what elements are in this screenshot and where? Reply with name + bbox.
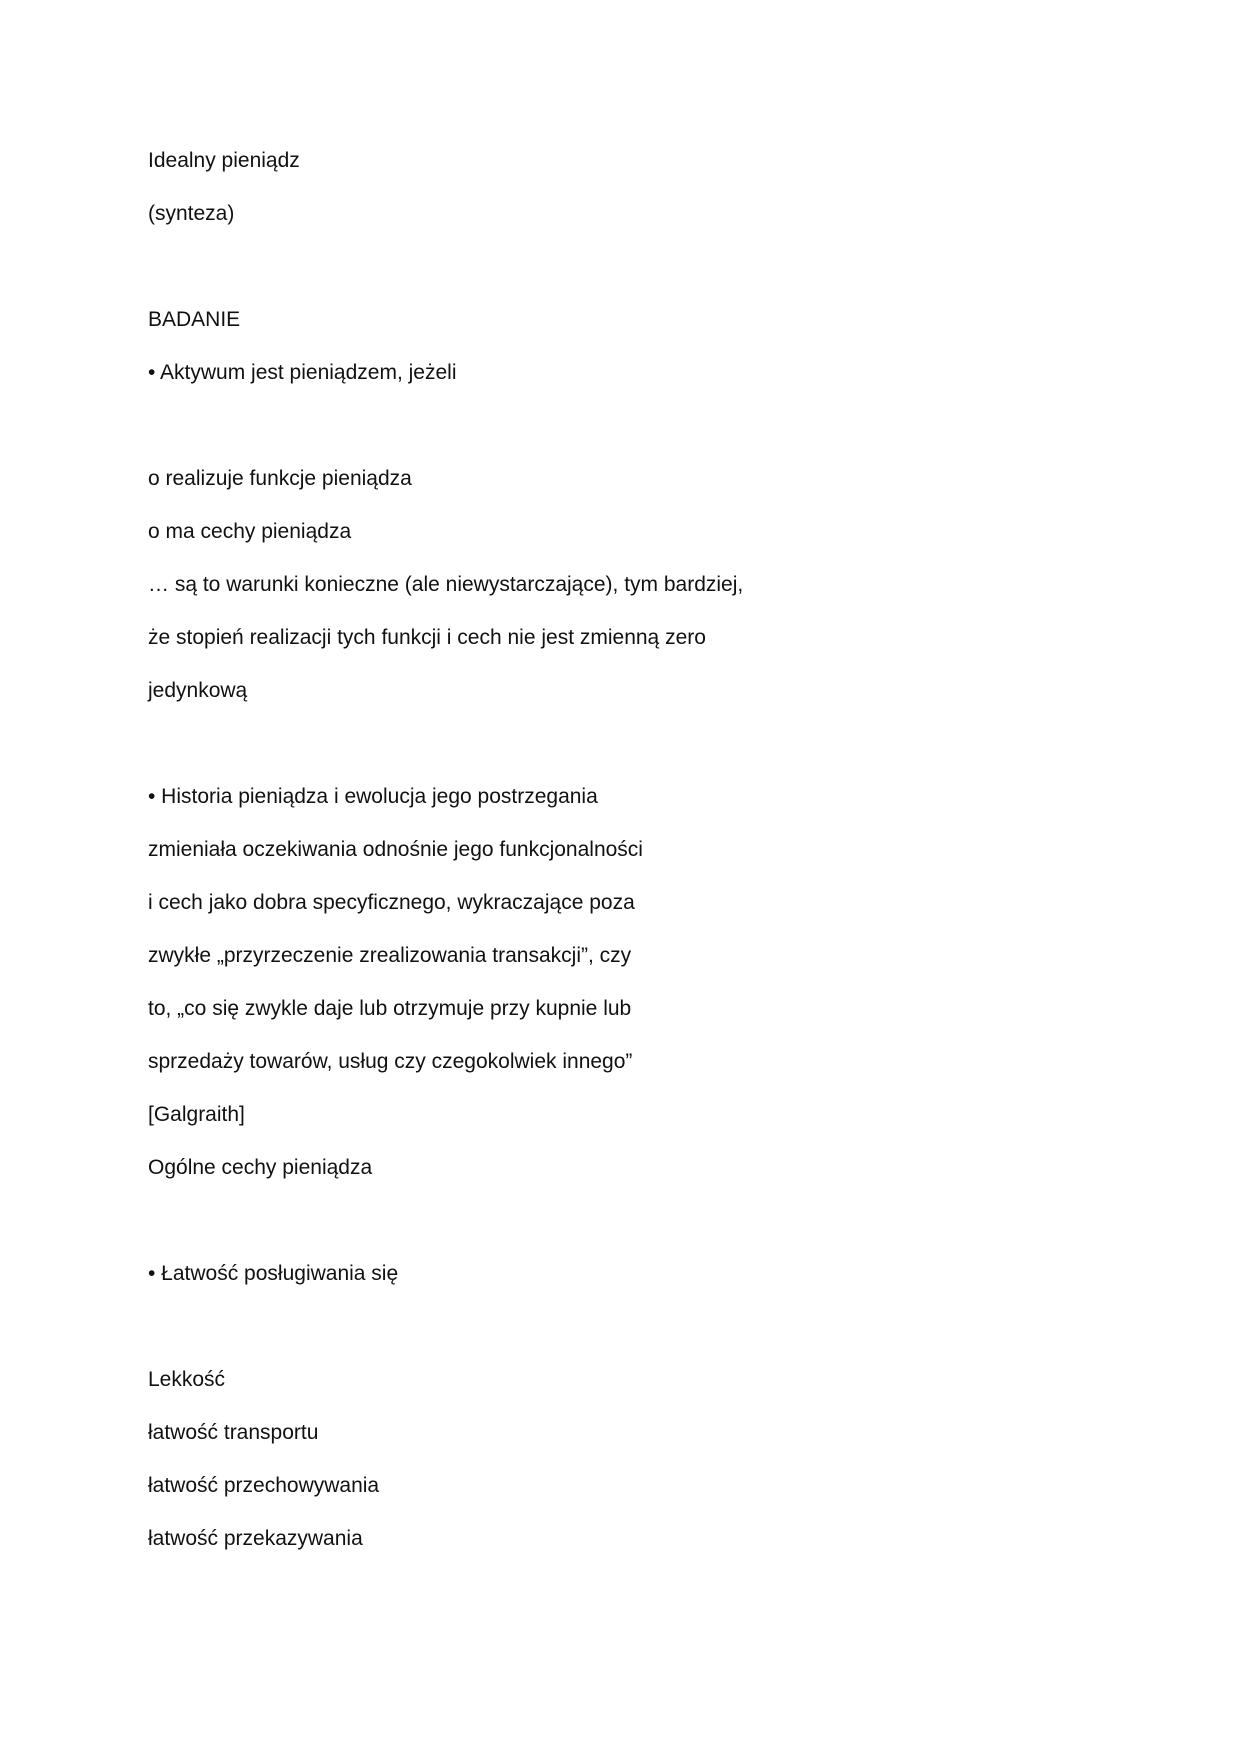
features-heading: Ogólne cechy pieniądza xyxy=(148,1156,373,1179)
sub-list-item: o realizuje funkcje pieniądza xyxy=(148,467,412,490)
paragraph-line: zwykłe „przyrzeczenie zrealizowania transakcji”, czy xyxy=(148,944,632,967)
paragraph-line: zmieniała oczekiwania odnośnie jego funkcjonalności xyxy=(148,838,643,861)
feature-item: Lekkość xyxy=(148,1368,226,1391)
paragraph-line: i cech jako dobra specyficznego, wykraczające poza xyxy=(148,891,635,914)
document-title: Idealny pieniądz xyxy=(148,149,300,172)
citation: [Galgraith] xyxy=(148,1103,245,1126)
paragraph-line: że stopień realizacji tych funkcji i cech nie jest zmienną zero xyxy=(148,626,706,649)
section-heading: BADANIE xyxy=(148,308,241,331)
feature-item: łatwość przekazywania xyxy=(148,1527,363,1550)
bullet-item: • Łatwość posługiwania się xyxy=(148,1262,399,1285)
feature-item: łatwość transportu xyxy=(148,1421,319,1444)
paragraph-line: sprzedaży towarów, usług czy czegokolwiek innego” xyxy=(148,1050,633,1073)
sub-list-item: o ma cechy pieniądza xyxy=(148,520,352,543)
paragraph-line: to, „co się zwykle daje lub otrzymuje przy kupnie lub xyxy=(148,997,632,1020)
paragraph-line: jedynkową xyxy=(148,679,248,702)
document-subtitle: (synteza) xyxy=(148,202,235,225)
paragraph-line: … są to warunki konieczne (ale niewystarczające), tym bardziej, xyxy=(148,573,744,596)
bullet-item: • Historia pieniądza i ewolucja jego postrzegania xyxy=(148,785,598,808)
feature-item: łatwość przechowywania xyxy=(148,1474,380,1497)
bullet-item: • Aktywum jest pieniądzem, jeżeli xyxy=(148,361,457,384)
